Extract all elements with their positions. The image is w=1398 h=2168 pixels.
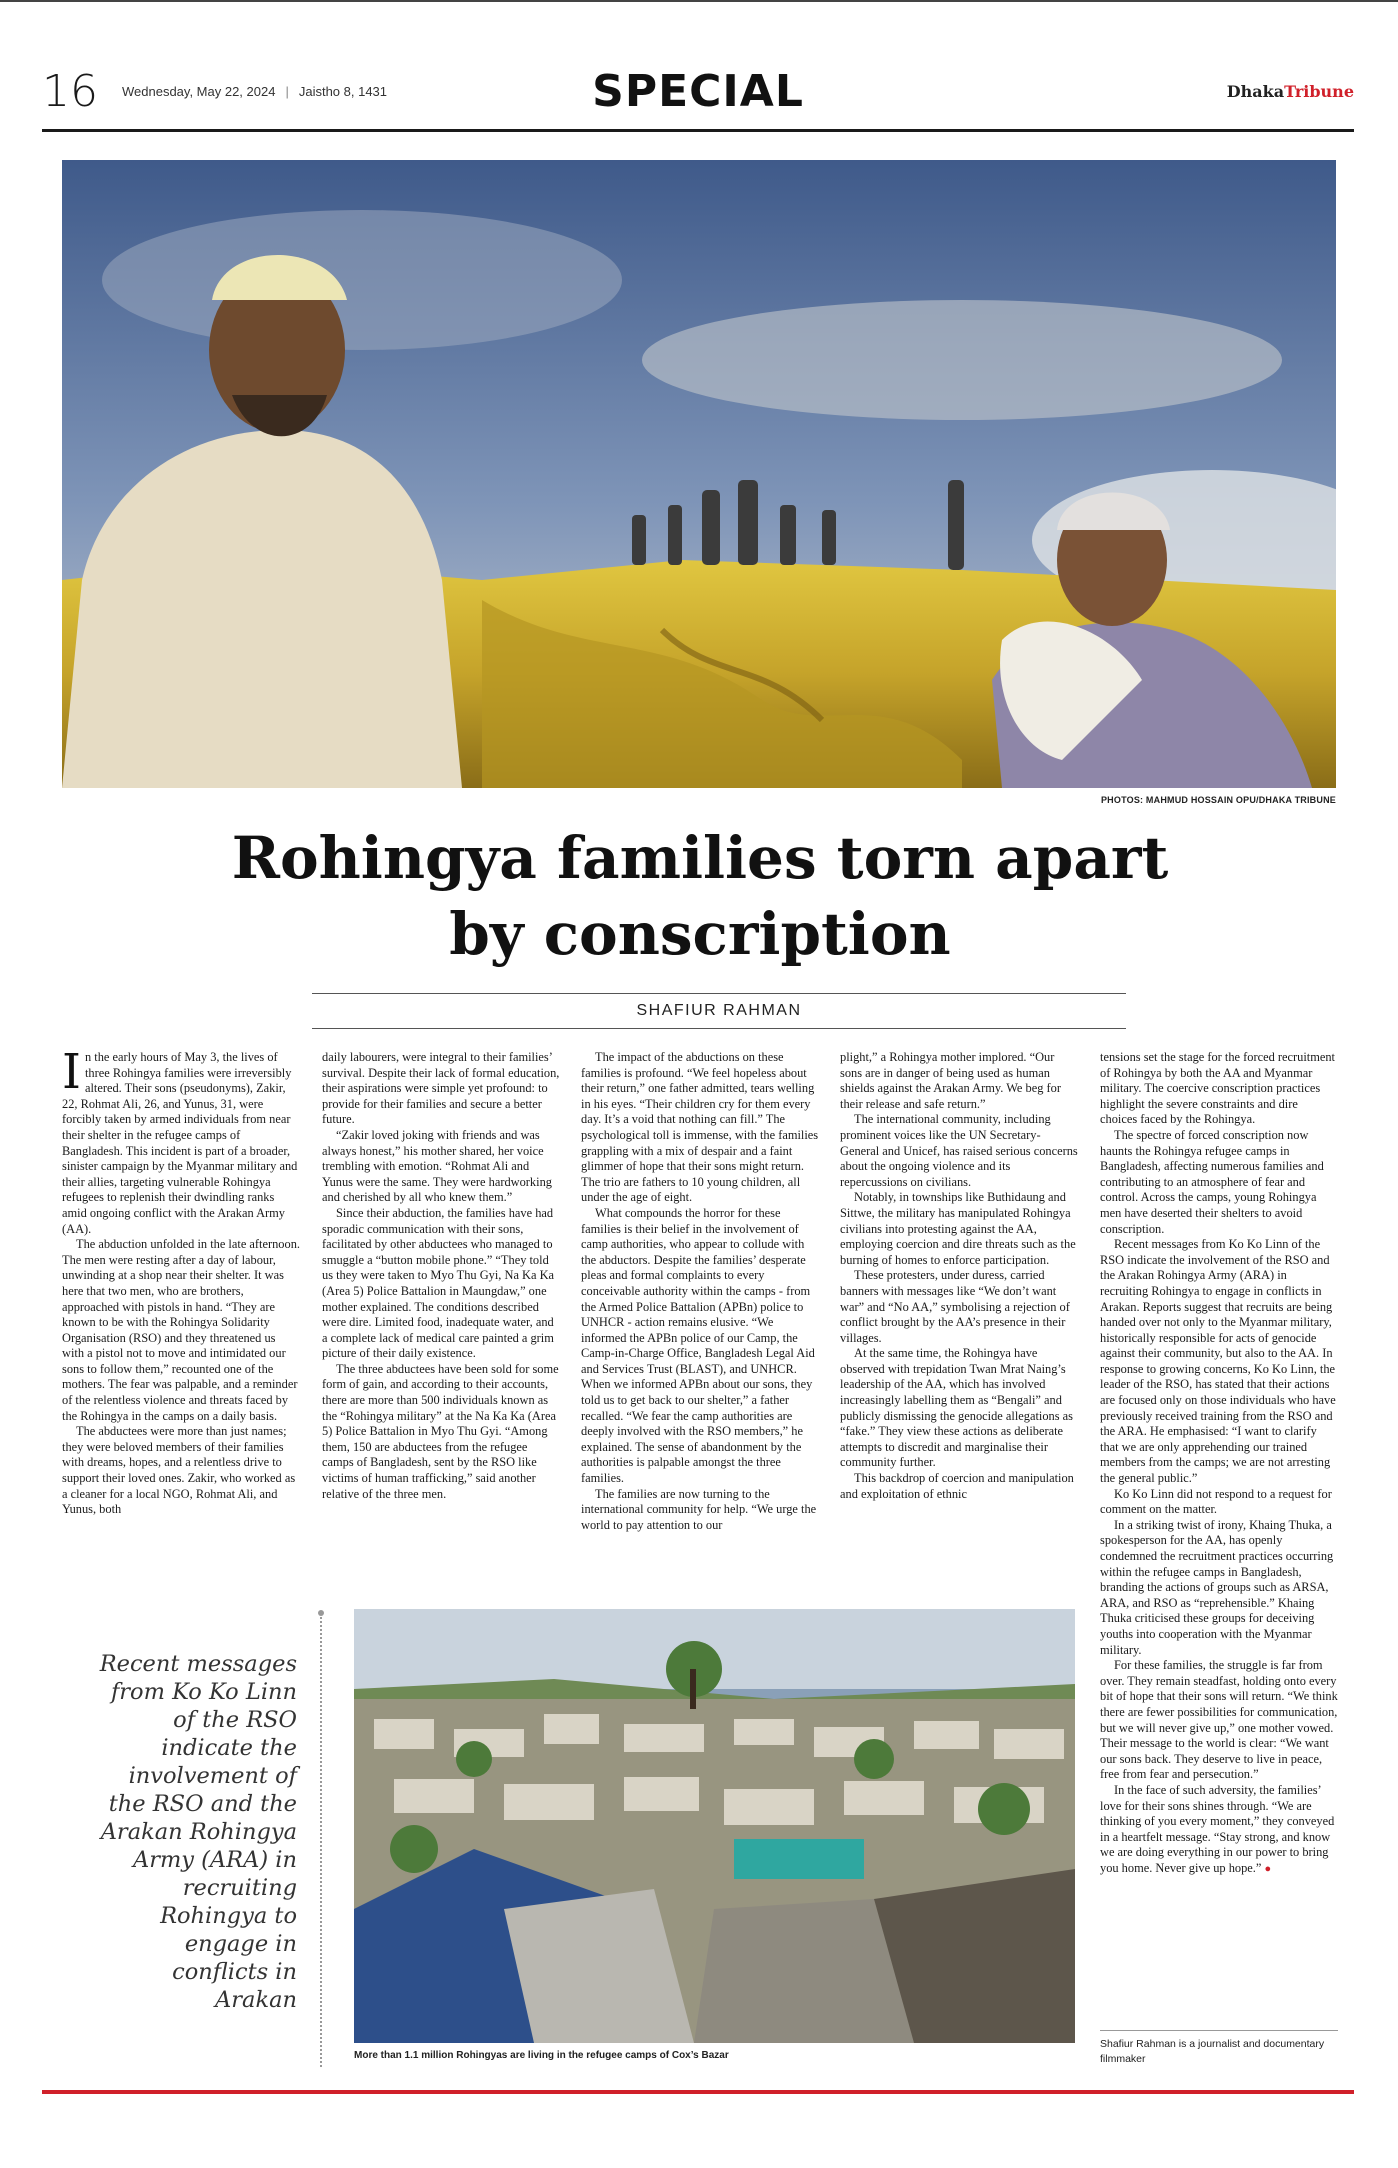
paragraph: For these families, the struggle is far from over. They remain steadfast, holding onto every bit of hope that their sons will return. “We think there are fewer possibilities for communication, but we will never give up,” one mother vowed. Their message to the world is clear: “We want our sons back. They deserve to live in peace, free from fear and persecution.” (1100, 1658, 1338, 1782)
date: Wednesday, May 22, 2024 (122, 84, 276, 99)
paragraph: In the face of such adversity, the families’ love for their sons shines through. “We are thinking of you every moment,” they conveyed in a heartfelt message. “Stay strong, and know we are doing everything in our power to bring you home. Never give up hope.” ● (1100, 1782, 1335, 1875)
brand-part2: Tribune (1284, 82, 1354, 101)
bengali-date: Jaistho 8, 1431 (298, 84, 388, 99)
paragraph: plight,” a Rohingya mother implored. “Our sons are in danger of being used as human shields against the Arakan Army. We beg for their release and safe return.” (840, 1050, 1061, 1111)
author-bio: Shafiur Rahman is a journalist and documentary filmmaker (1100, 2030, 1338, 2067)
bottom-rule (42, 2090, 1354, 2094)
headline (150, 820, 1250, 972)
end-mark: ● (1264, 1862, 1272, 1875)
section-title: SPECIAL (592, 66, 804, 117)
paragraph: In a striking twist of irony, Khaing Thuka, a spokesperson for the AA, has openly condemned the recruitment practices occurring within the refugee camps in Bangladesh, branding the actions of groups such as ARSA, ARA, and RSO as “reprehensible.” Khaing Thuka criticised these groups for deceiving youths into cooperation with the Myanmar military. (1100, 1517, 1334, 1657)
photo-caption: More than 1.1 million Rohingyas are living in the refugee camps of Cox’s Bazar (354, 2050, 729, 2061)
headline-line2: by conscription (449, 900, 951, 968)
paragraph: Since their abduction, the families have had sporadic communication with their sons, facilitated by other abductees who managed to smuggle a “button mobile phone.” “They told us they were taken to Myo Thu Gyi, Na Ka Ka (Area 5) Police Battalion in Maungdaw,” one mother explained. The conditions described were dire. Limited food, inadequate water, and a complete lack of medical care painted a grim picture of their daily existence. (322, 1205, 555, 1361)
paragraph: These protesters, under duress, carried banners with messages like “We don’t want war” and “No AA,” symbolising a rejection of conflict brought by the AA’s presence in their villages. (840, 1268, 1070, 1345)
paragraph: The spectre of forced conscription now haunts the Rohingya refugee camps in Bangladesh, affecting numerous families and contributing to an atmosphere of fear and control. Across the camps, young Rohingya men have deserted their shelters to avoid conscription. (1100, 1127, 1324, 1236)
pullquote-rule (320, 1612, 322, 2067)
pull-quote: Recent messages from Ko Ko Linn of the RSO indicate the involvement of the RSO and the Arakan Rohingya Army (ARA) in recruiting Rohingya to engage in conflicts in Arakan (99, 1651, 297, 2013)
article-column-2 (322, 1050, 560, 1502)
paragraph: The families are now turning to the international community for help. “We urge the world to pay attention to our (581, 1486, 817, 1532)
paragraph: At the same time, the Rohingya have observed with trepidation Twan Mrat Naing’s leadership of the AA, which has involved increasingly labelling them as “Bengali” and publicly dismissing the genocide allegations as “fake.” They view these actions as deliberate attempts to discredit and marginalise their community further. (840, 1346, 1073, 1470)
paragraph: The impact of the abductions on these families is profound. “We feel hopeless about their return,” one father admitted, tears welling in his eyes. “Their children cry for them every day. It’s a void that nothing can fill.” The psychological toll is immense, with the families grappling with a mix of despair and a faint glimmer of hope that their sons might return. The trio are fathers to 10 young children, all under the age of eight. (581, 1050, 819, 1205)
paragraph: In the early hours of May 3, the lives of three Rohingya families were irreversibly altered. Their sons (pseudonyms), Zakir, 22, Rohmat Ali, 26, and Yunus, 31, were forcibly taken by armed individuals from near their shelter in the refugee camps of Bangladesh. This incident is part of a broader, sinister campaign by the Myanmar military and their allies, targeting vulnerable Rohingya refugees to replenish their dwindling ranks amid ongoing conflict with the Arakan Army (AA). (62, 1044, 298, 1236)
dateline: Wednesday, May 22, 2024 | Jaistho 8, 1431 (122, 84, 388, 99)
paragraph: tensions set the stage for the forced recruitment of Rohingya by both the AA and Myanmar military. The coercive conscription practices highlight the severe constraints and dire choices faced by the Rohingya. (1100, 1050, 1335, 1127)
paragraph: daily labourers, were integral to their families’ survival. Despite their lack of formal education, their aspirations were simple yet profound: to provide for their families and secure a better future. (322, 1050, 560, 1127)
article-column-3 (581, 1050, 819, 1533)
article-column-5 (1100, 1050, 1338, 1877)
paragraph: The abductees were more than just names; they were beloved members of their families with dreams, hopes, and a relentless drive to support their loved ones. Zakir, who worked as a cleaner for a local NGO, Rohmat Ali, and Yunus, both (62, 1424, 296, 1517)
masthead (42, 62, 1354, 132)
paragraph: “Zakir loved joking with friends and was always honest,” his mother shared, her voice trembling with emotion. “Rohmat Ali and Yunus were the same. They were hardworking and cherished by all who knew them.” (322, 1127, 552, 1205)
camp-photo (354, 1609, 1075, 2043)
paragraph: The abduction unfolded in the late afternoon. The men were resting after a day of labour, unwinding at a shop near their shelter. It was here that two men, who are brothers, approached with pistols in hand. “They are known to be with the Rohingya Solidarity Organisation (RSO) and they threatened us with a pistol not to move and intimidated our sons to follow them,” recounted one of the mothers. The fear was palpable, and a reminder of the relentless violence and threats faced by the Rohingya in the camps on a daily basis. (62, 1237, 300, 1423)
page-number: 16 (42, 66, 98, 117)
hero-photo (62, 160, 1336, 788)
paragraph: Ko Ko Linn did not respond to a request for comment on the matter. (1100, 1486, 1332, 1517)
article-column-4 (840, 1050, 1078, 1502)
headline-line1: Rohingya families torn apart (231, 824, 1169, 892)
paragraph: Recent messages from Ko Ko Linn of the RSO indicate the involvement of the RSO and the Arakan Rohingya Army (ARA) in recruiting Rohingya to engage in conflicts in Arakan. Reports suggest that recruits are being handed over not only to the Myanmar military, historically responsible for acts of genocide against their community, but also to the AA. In response to growing concerns, Ko Ko Linn, the leader of the RSO, has stated that their actions are focused only on those individuals who have previously received training from the RSO and the ARA. He emphasised: “I want to clarify that we are only apprehending our trained members from the camps; we are not arresting the general public.” (1100, 1237, 1336, 1486)
brand-logo (1227, 82, 1354, 101)
paragraph: The three abductees have been sold for some form of gain, and according to their accounts, there are more than 500 individuals known as the “Rohingya military” at the Na Ka Ka (Area 5) Police Battalion in Myo Thu Gyi. “Among them, 150 are abductees from the refugee camps of Bangladesh, sent by the RSO like victims of human trafficking,” said another relative of the three men. (322, 1361, 559, 1501)
paragraph: What compounds the horror for these families is their belief in the involvement of camp authorities, who appear to collude with the abductors. Despite the families’ desperate pleas and formal complaints to every conceivable authority within the camps - from the Armed Police Battalion (APBn) police to UNHCR - action remains elusive. “We informed the APBn police of our Camp, the Camp-in-Charge Office, Bangladesh Legal Aid and Services Trust (BLAST), and UNHCR. When we informed APBn about our sons, they told us to get back to our shelter,” a father recalled. “We fear the camp authorities are deeply involved with the RSO members,” he explained. The sense of abandonment by the authorities is palpable amongst the three families. (581, 1205, 815, 1486)
paragraph: This backdrop of coercion and manipulation and exploitation of ethnic (840, 1471, 1074, 1501)
photo-credit: PHOTOS: MAHMUD HOSSAIN OPU/DHAKA TRIBUNE (1100, 795, 1336, 805)
brand-part1: Dhaka (1226, 82, 1285, 101)
article-column-1 (62, 1044, 300, 1518)
byline: SHAFIUR RAHMAN (312, 993, 1126, 1029)
paragraph: The international community, including prominent voices like the UN Secretary-General and Unicef, has raised serious concerns about the ongoing violence and its repercussions on civilians. (840, 1112, 1078, 1189)
drop-cap: I (62, 1044, 81, 1100)
top-rule (0, 0, 1398, 2)
paragraph: Notably, in townships like Buthidaung and Sittwe, the military has manipulated Rohingya civilians into protesting against the AA, employing coercion and dire threats such as the burning of homes to enforce participation. (840, 1190, 1076, 1267)
